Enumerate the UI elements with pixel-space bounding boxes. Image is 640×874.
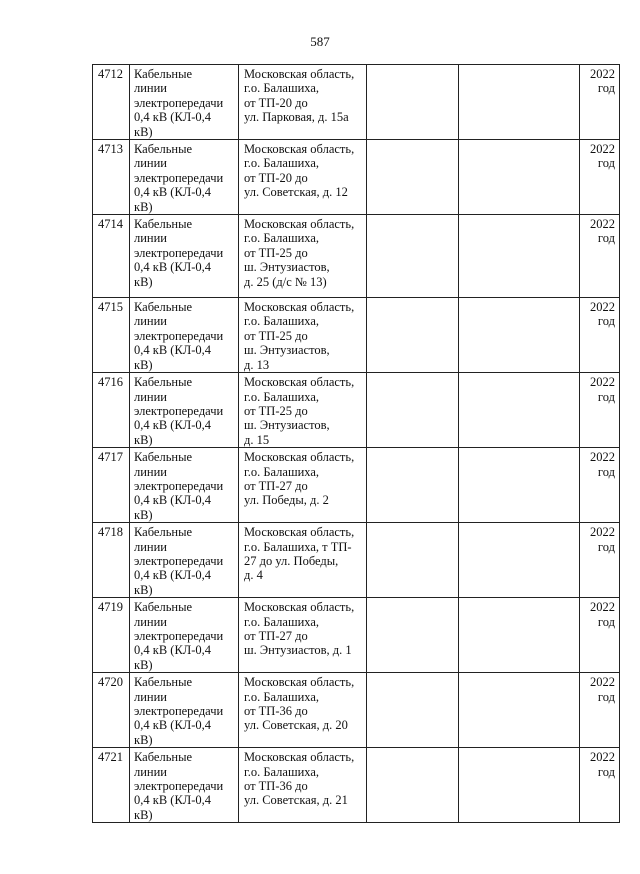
location-cell: Московская область, г.о. Балашиха, от ТП-25 до ш. Энтузиастов, д. 25 (д/с № 13) bbox=[239, 215, 367, 298]
object-name-cell: Кабельные линии электропередачи 0,4 кВ (КЛ-0,4 кВ) bbox=[130, 748, 239, 823]
table-row bbox=[93, 748, 620, 823]
empty-cell-5 bbox=[459, 373, 580, 448]
location-cell: Московская область, г.о. Балашиха, от ТП-27 до ул. Победы, д. 2 bbox=[239, 448, 367, 523]
empty-cell-4 bbox=[367, 748, 459, 823]
empty-cell-5 bbox=[459, 523, 580, 598]
row-number-cell: 4721 bbox=[93, 748, 130, 823]
table-row bbox=[93, 65, 620, 140]
row-number-cell: 4716 bbox=[93, 373, 130, 448]
year-cell: 2022 год bbox=[580, 598, 620, 673]
empty-cell-4 bbox=[367, 448, 459, 523]
location-cell: Московская область, г.о. Балашиха, от ТП-27 до ш. Энтузиастов, д. 1 bbox=[239, 598, 367, 673]
location-cell: Московская область, г.о. Балашиха, от ТП-20 до ул. Советская, д. 12 bbox=[239, 140, 367, 215]
empty-cell-5 bbox=[459, 215, 580, 298]
empty-cell-4 bbox=[367, 598, 459, 673]
table-row bbox=[93, 140, 620, 215]
empty-cell-4 bbox=[367, 673, 459, 748]
empty-cell-5 bbox=[459, 140, 580, 215]
year-cell: 2022 год bbox=[580, 373, 620, 448]
empty-cell-5 bbox=[459, 673, 580, 748]
object-name-cell: Кабельные линии электропередачи 0,4 кВ (КЛ-0,4 кВ) bbox=[130, 448, 239, 523]
row-number-cell: 4712 bbox=[93, 65, 130, 140]
table-row bbox=[93, 215, 620, 298]
empty-cell-5 bbox=[459, 748, 580, 823]
year-cell: 2022 год bbox=[580, 448, 620, 523]
object-name-cell: Кабельные линии электропередачи 0,4 кВ (КЛ-0,4 кВ) bbox=[130, 598, 239, 673]
empty-cell-5 bbox=[459, 298, 580, 373]
table-row bbox=[93, 298, 620, 373]
registry-table bbox=[92, 64, 620, 823]
year-cell: 2022 год bbox=[580, 215, 620, 298]
location-cell: Московская область, г.о. Балашиха, от ТП-36 до ул. Советская, д. 20 bbox=[239, 673, 367, 748]
row-number-cell: 4713 bbox=[93, 140, 130, 215]
table-row bbox=[93, 373, 620, 448]
location-cell: Московская область, г.о. Балашиха, от ТП-36 до ул. Советская, д. 21 bbox=[239, 748, 367, 823]
row-number-cell: 4717 bbox=[93, 448, 130, 523]
table-row bbox=[93, 523, 620, 598]
object-name-cell: Кабельные линии электропередачи 0,4 кВ (КЛ-0,4 кВ) bbox=[130, 298, 239, 373]
location-cell: Московская область, г.о. Балашиха, от ТП-25 до ш. Энтузиастов, д. 15 bbox=[239, 373, 367, 448]
object-name-cell: Кабельные линии электропередачи 0,4 кВ (КЛ-0,4 кВ) bbox=[130, 140, 239, 215]
table-row bbox=[93, 598, 620, 673]
location-cell: Московская область, г.о. Балашиха, от ТП-25 до ш. Энтузиастов, д. 13 bbox=[239, 298, 367, 373]
row-number-cell: 4720 bbox=[93, 673, 130, 748]
empty-cell-4 bbox=[367, 523, 459, 598]
page-number: 587 bbox=[310, 34, 330, 49]
empty-cell-5 bbox=[459, 65, 580, 140]
year-cell: 2022 год bbox=[580, 673, 620, 748]
object-name-cell: Кабельные линии электропередачи 0,4 кВ (КЛ-0,4 кВ) bbox=[130, 65, 239, 140]
empty-cell-5 bbox=[459, 598, 580, 673]
location-cell: Московская область, г.о. Балашиха, т ТП- 27 до ул. Победы, д. 4 bbox=[239, 523, 367, 598]
row-number-cell: 4718 bbox=[93, 523, 130, 598]
registry-table-body bbox=[93, 65, 620, 823]
year-cell: 2022 год bbox=[580, 748, 620, 823]
year-cell: 2022 год bbox=[580, 523, 620, 598]
empty-cell-5 bbox=[459, 448, 580, 523]
table-row bbox=[93, 448, 620, 523]
year-cell: 2022 год bbox=[580, 65, 620, 140]
row-number-cell: 4719 bbox=[93, 598, 130, 673]
year-cell: 2022 год bbox=[580, 298, 620, 373]
object-name-cell: Кабельные линии электропередачи 0,4 кВ (КЛ-0,4 кВ) bbox=[130, 373, 239, 448]
object-name-cell: Кабельные линии электропередачи 0,4 кВ (КЛ-0,4 кВ) bbox=[130, 523, 239, 598]
empty-cell-4 bbox=[367, 65, 459, 140]
empty-cell-4 bbox=[367, 215, 459, 298]
object-name-cell: Кабельные линии электропередачи 0,4 кВ (КЛ-0,4 кВ) bbox=[130, 673, 239, 748]
location-cell: Московская область, г.о. Балашиха, от ТП-20 до ул. Парковая, д. 15а bbox=[239, 65, 367, 140]
table-row bbox=[93, 673, 620, 748]
empty-cell-4 bbox=[367, 373, 459, 448]
row-number-cell: 4714 bbox=[93, 215, 130, 298]
row-number-cell: 4715 bbox=[93, 298, 130, 373]
year-cell: 2022 год bbox=[580, 140, 620, 215]
empty-cell-4 bbox=[367, 298, 459, 373]
object-name-cell: Кабельные линии электропередачи 0,4 кВ (КЛ-0,4 кВ) bbox=[130, 215, 239, 298]
empty-cell-4 bbox=[367, 140, 459, 215]
